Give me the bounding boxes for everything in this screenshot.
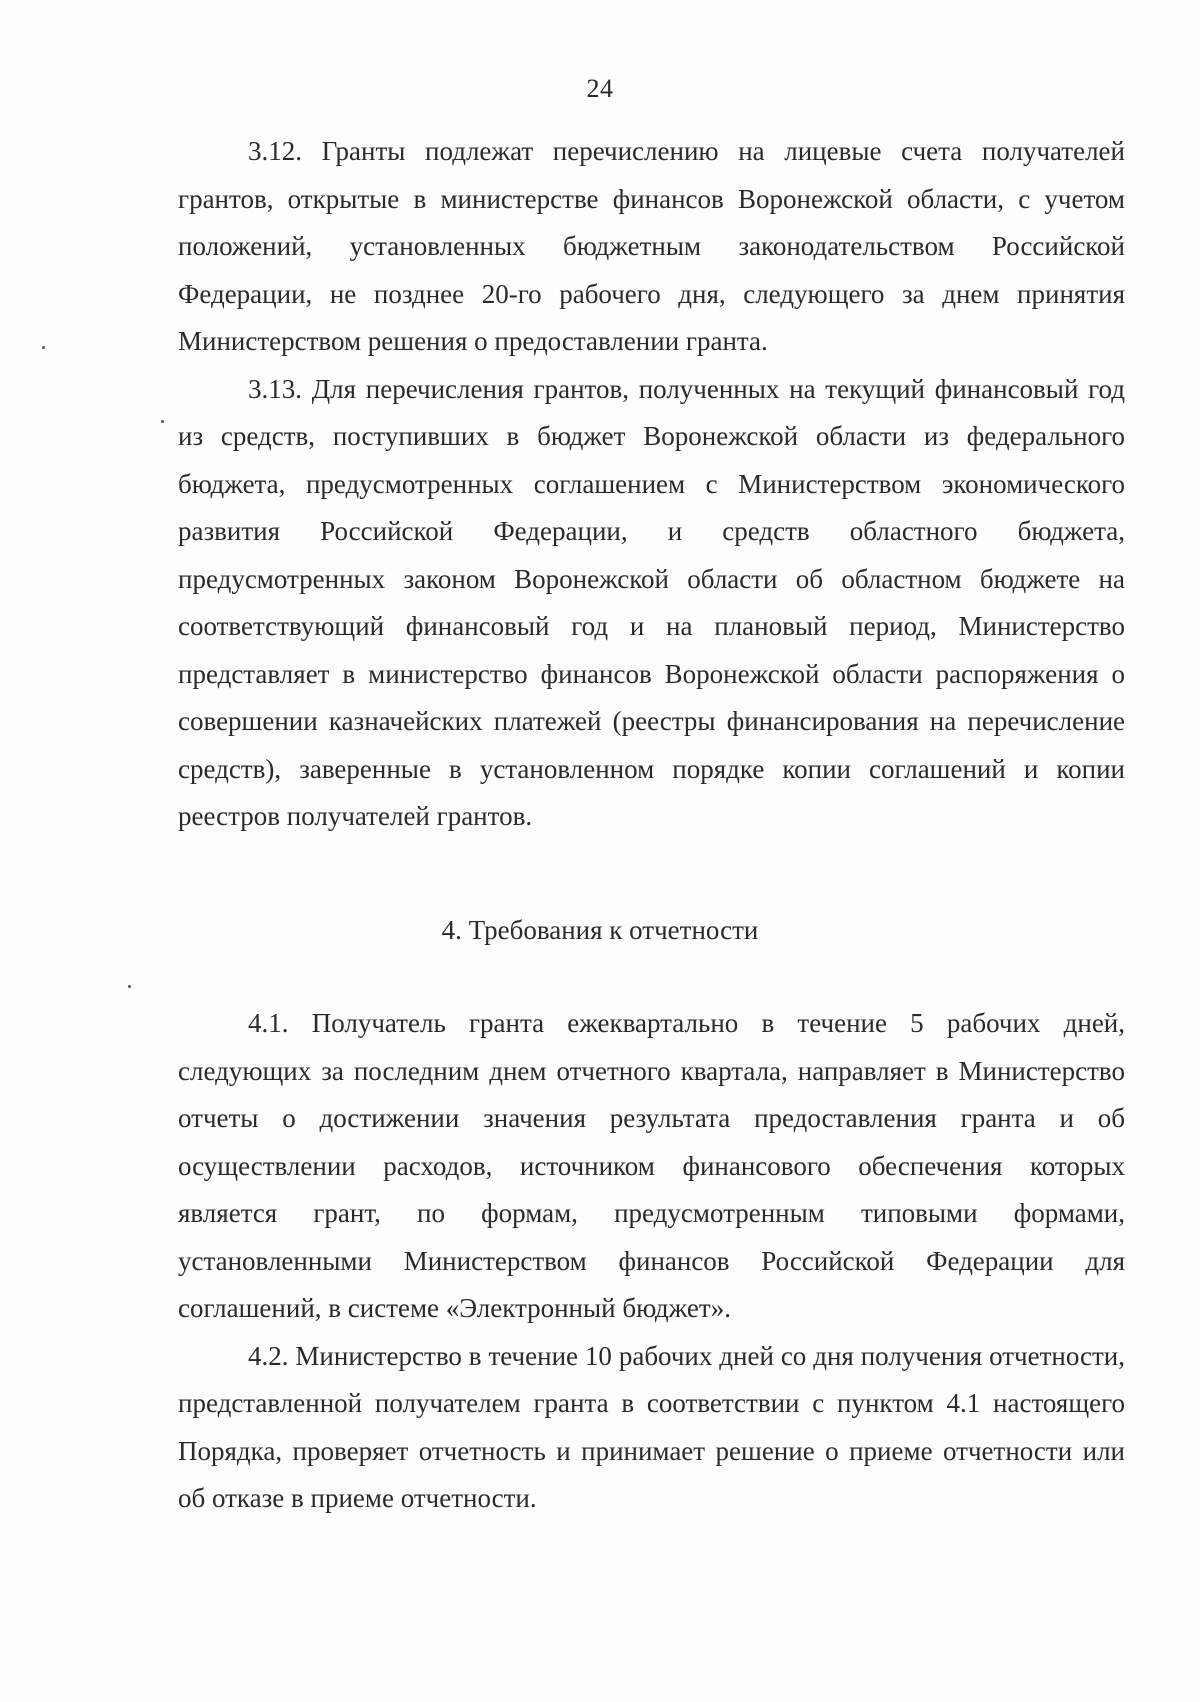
scan-speck bbox=[128, 985, 131, 988]
page-number: 24 bbox=[586, 74, 614, 103]
paragraph-4-1: 4.1. Получатель гранта ежеквартально в течение 5 рабочих дней, следующих за последним днем отчетного квартала, направляет в Министерство отчеты о достижении значения результата предоставления гранта и об осуществлении расходов, источником финансового обеспечения которых является грант, по формам, предусмотренным типовыми формами, установленными Министерством финансов Российской Федерации для соглашений, в системе «Электронный бюджет». bbox=[178, 1008, 1125, 1323]
section-3-paragraphs bbox=[178, 128, 1125, 841]
paragraph-3-12: 3.12. Гранты подлежат перечислению на лицевые счета получателей грантов, открытые в министерстве финансов Воронежской области, с учетом положений, установленных бюджетным законодательством Российской Федерации, не позднее 20-го рабочего дня, следующего за днем принятия Министерством решения о предоставлении гранта. bbox=[178, 136, 1125, 356]
scan-speck bbox=[161, 420, 164, 423]
section-heading: 4. Требования к отчетности bbox=[441, 915, 759, 945]
scan-speck bbox=[42, 346, 45, 349]
paragraph-3-13: 3.13. Для перечисления грантов, полученных на текущий финансовый год из средств, поступивших в бюджет Воронежской области из федерального бюджета, предусмотренных соглашением с Министерством экономического развития Российской Федерации, и средств областного бюджета, предусмотренных законом Воронежской области об областном бюджете на соответствующий финансовый год и на плановый период, Министерство представляет в министерство финансов Воронежской области распоряжения о совершении казначейских платежей (реестры финансирования на перечисление средств), заверенные в установленном порядке копии соглашений и копии реестров получателей грантов. bbox=[178, 373, 1125, 831]
paragraph-4-2: 4.2. Министерство в течение 10 рабочих дней со дня получения отчетности, представленной получателем гранта в соответствии с пунктом 4.1 настоящего Порядка, проверяет отчетность и принимает решение о приеме отчетности или об отказе в приеме отчетности. bbox=[178, 1340, 1125, 1513]
section-4-paragraphs bbox=[178, 1000, 1125, 1523]
